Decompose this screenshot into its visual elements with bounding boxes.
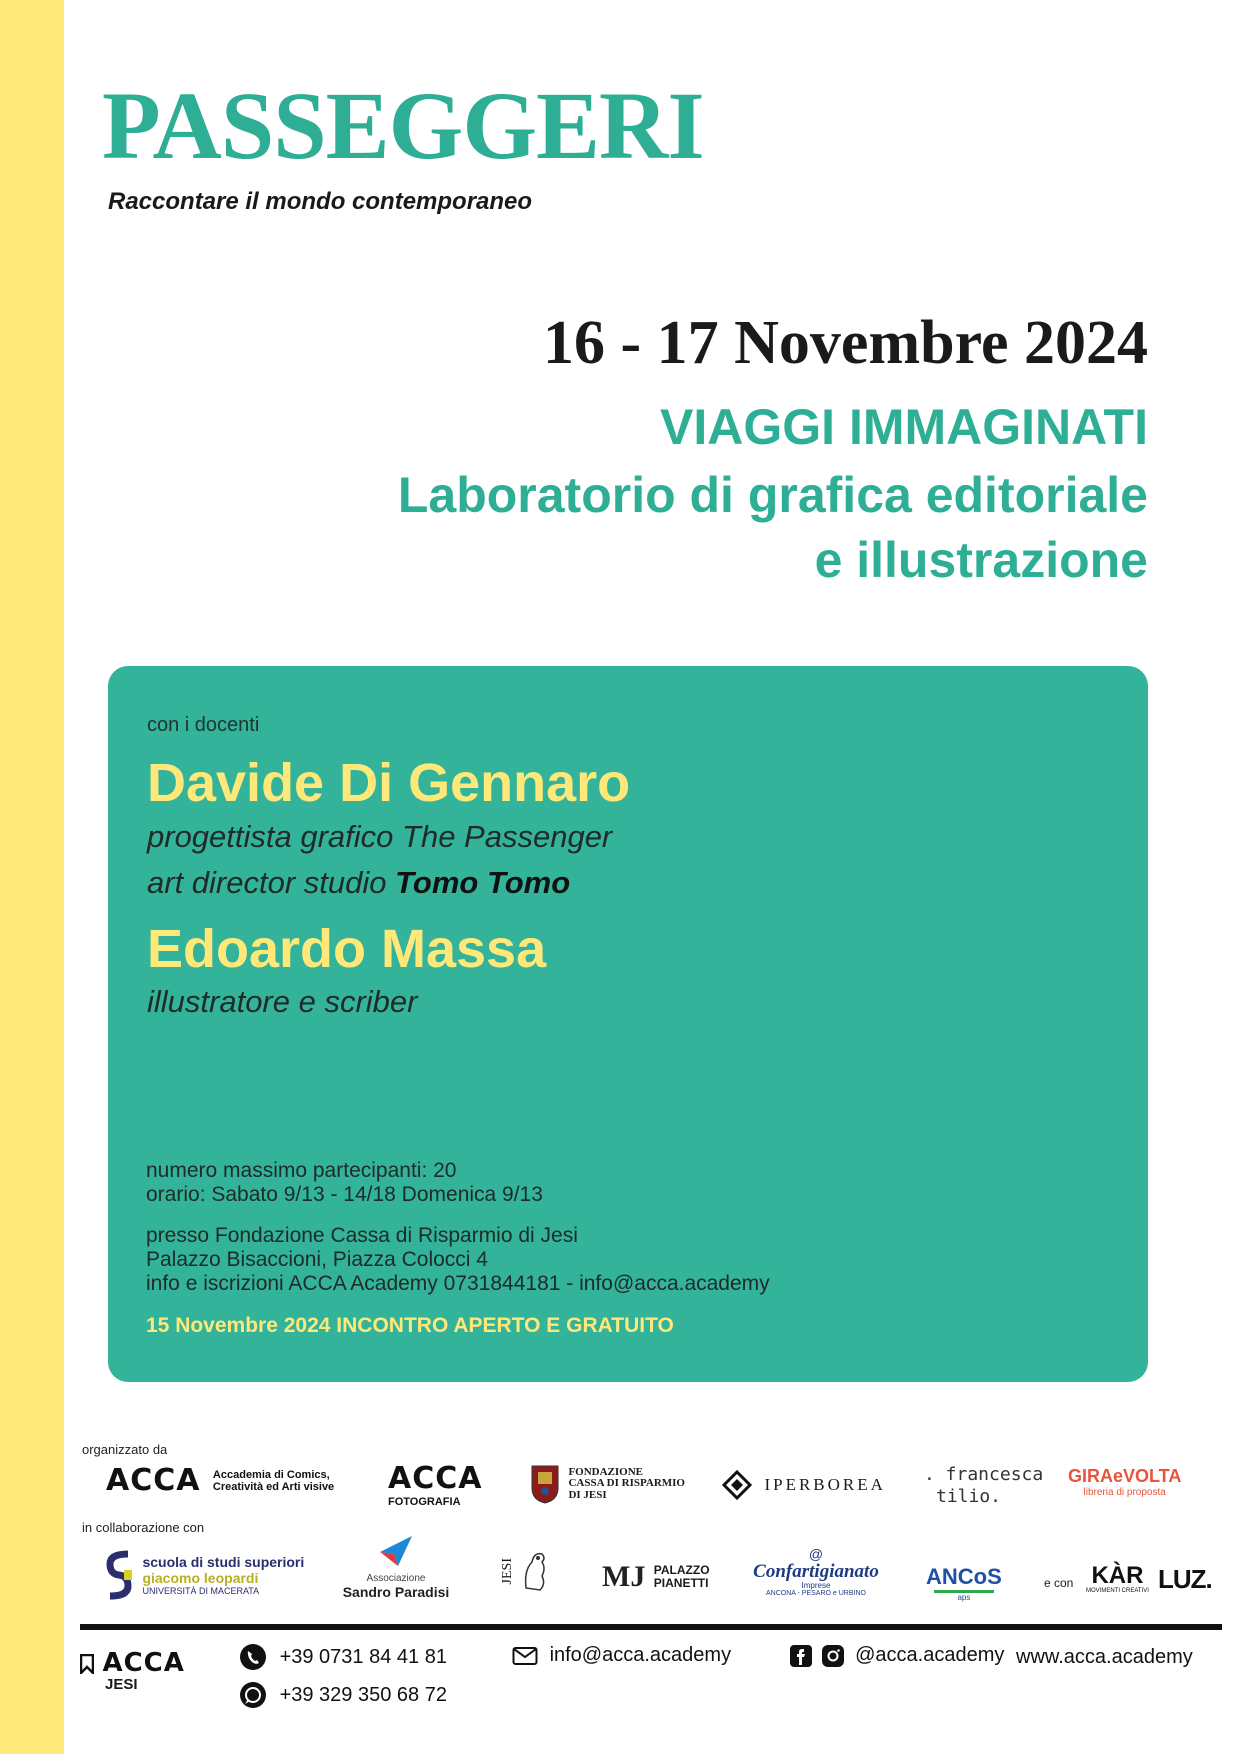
acca-jesi-sub: JESI [105, 1676, 138, 1693]
phone-icon [240, 1644, 266, 1670]
collaboration-label: in collaborazione con [82, 1520, 205, 1535]
teachers-card [108, 666, 1148, 1382]
francesca-text1: . francesca [924, 1464, 1044, 1485]
info-schedule: orario: Sabato 9/13 - 14/18 Domenica 9/13 [146, 1183, 543, 1206]
ancos-sub: aps [957, 1593, 971, 1602]
footer-whatsapp[interactable] [240, 1682, 447, 1708]
kar-sub: MOVIMENTI CREATIVI [1086, 1588, 1149, 1594]
kar-name: KÀR [1091, 1562, 1144, 1589]
info-max-participants: numero massimo partecipanti: 20 [146, 1159, 457, 1182]
teacher1-role2-prefix: art director studio [147, 865, 396, 900]
acca-academy-text2: Creatività ed Arti visive [212, 1481, 335, 1493]
francesca-tilio-logo [924, 1464, 1043, 1507]
acca-academy-text1: Accademia di Comics, [212, 1468, 330, 1481]
fondazione-crest-icon [530, 1464, 560, 1504]
palazzo-pianetti-logo [602, 1560, 710, 1594]
iperborea-diamond-icon [722, 1470, 752, 1500]
pianetti-text2: PIANETTI [653, 1576, 709, 1590]
acca-jesi-mark: ACCA [102, 1648, 185, 1678]
giraevolta-name: GIRAeVOLTA [1068, 1466, 1182, 1486]
paradisi-logo [336, 1534, 456, 1600]
jesi-logo [500, 1548, 548, 1594]
footer-social[interactable] [790, 1644, 1004, 1667]
organized-by-label: organizzato da [82, 1442, 168, 1457]
yellow-side-stripe [0, 0, 64, 1754]
teachers-intro: con i docenti [147, 714, 260, 736]
kar-logo [1086, 1564, 1149, 1594]
facebook-icon [790, 1645, 812, 1667]
email-address: info@acca.academy [549, 1644, 732, 1667]
giraevolta-logo [1068, 1466, 1181, 1498]
footer-email[interactable] [512, 1644, 731, 1667]
acca-fotografia-logo [388, 1461, 483, 1508]
instagram-icon [822, 1645, 844, 1667]
acca-foto-mark: ACCA [388, 1461, 483, 1496]
event-subtitle-line2: e illustrazione [814, 532, 1148, 588]
fondazione-text2: CASSA DI RISPARMIO [568, 1477, 685, 1490]
fondazione-logo [530, 1464, 685, 1504]
leopardi-text3: UNIVERSITÀ DI MACERATA [142, 1585, 260, 1596]
confartigianato-name: Confartigianato [753, 1561, 879, 1582]
iperborea-logo [722, 1470, 886, 1500]
acca-jesi-logo [80, 1650, 185, 1693]
poster-subtitle: Raccontare il mondo contemporaneo [108, 188, 533, 215]
confartigianato-logo [746, 1546, 886, 1597]
phone-number: +39 0731 84 41 81 [279, 1645, 447, 1668]
acca-academy-logo [106, 1463, 335, 1498]
whatsapp-number: +39 329 350 68 72 [279, 1683, 447, 1706]
acca-academy-mark: ACCA [106, 1463, 201, 1498]
confartigianato-at-icon: @ [808, 1546, 824, 1562]
paradisi-text1: Associazione [366, 1573, 426, 1584]
ancos-name: ANCoS [926, 1564, 1002, 1589]
fondazione-text1: FONDAZIONE [568, 1465, 644, 1478]
teacher1-role2 [147, 867, 570, 898]
poster-title: PASSEGGERI [102, 72, 704, 179]
leopardi-s-icon [106, 1548, 132, 1602]
ancos-logo [926, 1566, 1002, 1602]
bookmark-icon [80, 1654, 94, 1674]
free-event-notice: 15 Novembre 2024 INCONTRO APERTO E GRATUITO [146, 1314, 674, 1337]
social-handle: @acca.academy [855, 1644, 1005, 1667]
teacher1-role1: progettista grafico The Passenger [147, 819, 613, 854]
confartigianato-sub1: Imprese [801, 1581, 831, 1590]
info-address: Palazzo Bisaccioni, Piazza Colocci 4 [146, 1248, 488, 1271]
confartigianato-sub2: ANCONA - PESARO e URBINO [766, 1590, 866, 1597]
teacher2-role: illustratore e scriber [147, 984, 418, 1019]
event-date: 16 - 17 Novembre 2024 [543, 309, 1148, 377]
giraevolta-sub: libreria di proposta [1083, 1487, 1166, 1498]
iperborea-text: IPERBOREA [764, 1475, 886, 1494]
footer-divider [80, 1624, 1222, 1630]
teacher1-name: Davide Di Gennaro [147, 753, 631, 813]
leopardi-logo [106, 1548, 304, 1602]
francesca-text2: tilio. [936, 1485, 1002, 1507]
leopardi-text2: giacomo leopardi [142, 1569, 259, 1586]
acca-foto-sub: FOTOGRAFIA [388, 1496, 461, 1508]
info-contact: info e iscrizioni ACCA Academy 0731844181 - info@acca.academy [146, 1272, 770, 1295]
paradisi-arrow-icon [376, 1534, 416, 1568]
whatsapp-icon [240, 1682, 266, 1708]
jesi-lion-icon [520, 1548, 548, 1594]
teacher1-studio: Tomo Tomo [395, 865, 571, 900]
pianetti-text1: PALAZZO [653, 1562, 710, 1577]
event-subtitle-line1: Laboratorio di grafica editoriale [397, 467, 1148, 523]
footer-phone[interactable] [240, 1644, 447, 1670]
jesi-text: JESI [500, 1557, 515, 1585]
info-venue: presso Fondazione Cassa di Risparmio di Jesi [146, 1224, 578, 1247]
paradisi-text2: Sandro Paradisi [342, 1584, 450, 1600]
website-link[interactable]: www.acca.academy [1016, 1646, 1193, 1668]
mail-icon [512, 1646, 538, 1666]
event-title: VIAGGI IMMAGINATI [660, 399, 1148, 455]
leopardi-text1: scuola di studi superiori [142, 1553, 305, 1570]
and-with-label: e con [1044, 1576, 1074, 1590]
teacher2-name: Edoardo Massa [147, 919, 547, 979]
luz-logo: LUZ. [1158, 1564, 1212, 1594]
fondazione-text3: DI JESI [568, 1488, 607, 1501]
pianetti-monogram: MJ [602, 1560, 646, 1593]
